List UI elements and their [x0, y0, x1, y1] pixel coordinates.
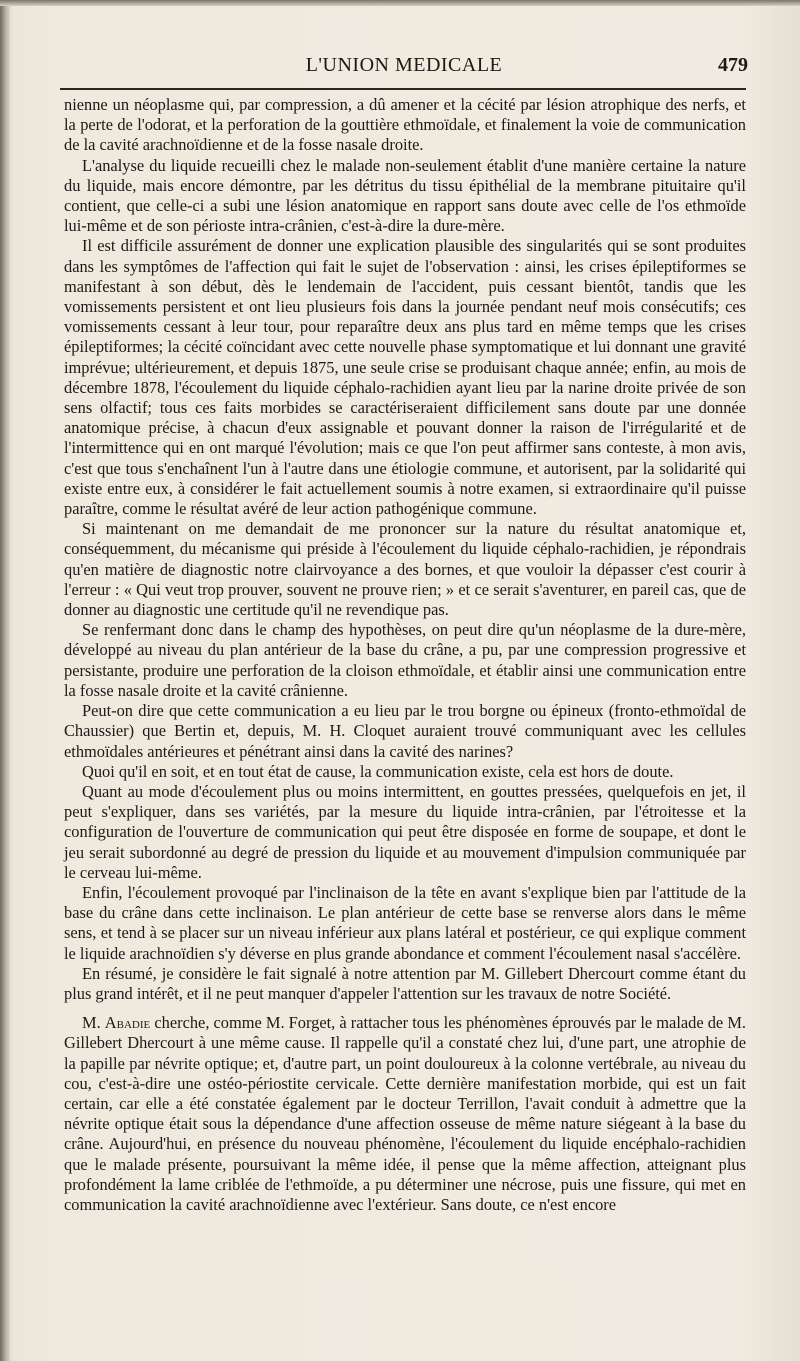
paragraph: Quant au mode d'écoulement plus ou moins intermittent, en gouttes pressées, quelquefois en jet, il peut s'expliquer, dans ses variétés, par la mesure du liquide intra-crânien, par l'étroitesse et la configuration de l'ouverture de communication qui peut être disposée en forme de soupape, et dont le jeu serait subordonné au degré de pression du liquide et au mouvement d'impulsion communiquée par le cerveau lui-même. — [64, 781, 746, 882]
paragraph: Se renfermant donc dans le champ des hypothèses, on peut dire qu'un néoplasme de la dure-mère, développé au niveau du plan antérieur de la base du crâne, a pu, par une compression progressive et persistante, produire une perforation de la cloison ethmoïdale, et établir ainsi une communication entre la fosse nasale droite et la cavité crânienne. — [64, 620, 746, 700]
abadie-paragraph — [64, 1013, 746, 1215]
paragraph: nienne un néoplasme qui, par compression, a dû amener et la cécité par lésion atrophique des nerfs, et la perte de l'odorat, et la perforation de la gouttière ethmoïdale, et finalement la voie de communication de la cavité arachnoïdienne et de la fosse nasale droite. — [64, 95, 746, 155]
page-binding-edge — [0, 0, 10, 1361]
header-rule — [60, 88, 746, 90]
speaker-prefix: M. — [82, 1013, 105, 1033]
paragraph: Si maintenant on me demandait de me prononcer sur la nature du résultat anatomique et, conséquemment, du mécanisme qui préside à l'écoulement du liquide céphalo-rachidien, je répondrais qu'en matière de diagnostic notre clairvoyance a des bornes, et que vouloir la dépasser c'est courir à l'erreur : « Qui veut trop prouver, souvent ne prouve rien; » et ce serait s'aventurer, en pareil cas, que de donner au diagnostic une certitude qu'il ne revendique pas. — [64, 519, 746, 620]
paragraph: Il est difficile assurément de donner une explication plausible des singularités qui se sont produites dans les symptômes de l'affection qui fait le sujet de l'observation : ainsi, les crises épileptiformes se manifestant à son début, dès le lendemain de l'accident, puis cessant bientôt, tandis que les vomissements persistent et ont lieu plusieurs fois dans la journée pendant neuf mois consécutifs; ces vomissements cessant à leur tour, pour reparaître deux ans plus tard en même temps que les crises épileptiformes; la cécité coïncidant avec cette nouvelle phase symptomatique et lui donnant une gravité imprévue; ultérieurement, et depuis 1875, une seule crise se produisant chaque année; enfin, au mois de décembre 1878, l'écoulement du liquide céphalo-rachidien ayant lieu par la narine droite privée de son sens olfactif; tous ces faits morbides se caractériseraient difficilement sans doute par une donnée anatomique précise, à chacun d'eux assignable et pouvant donner la raison de l'irrégularité et de l'intermittence qui en ont marqué l'évolution; mais ce que l'on peut affirmer sans conteste, à mon avis, c'est que tous s'enchaînent l'un à l'autre dans une étiologie commune, et autorisent, par la solidarité qui existe entre eux, à considérer le fait actuellement soumis à notre examen, si extraordinaire qu'il puisse paraître, comme le résultat avéré de leur action pathogénique commune. — [64, 236, 746, 519]
speaker-name: Abadie — [104, 1013, 151, 1033]
paragraph: L'analyse du liquide recueilli chez le malade non-seulement établit d'une manière certaine la nature du liquide, mais encore démontre, par les détritus du tissu épithélial de la membrane pituitaire qu'il contient, que celle-ci a subi une lésion anatomique en rapport sans doute avec celle de l'os ethmoïde lui-même et de son périoste intra-crânien, c'est-à-dire la dure-mère. — [64, 155, 746, 236]
paragraph: Peut-on dire que cette communication a eu lieu par le trou borgne ou épineux (fronto-ethmoïdal de Chaussier) que Bertin et, depuis, M. H. Cloquet auraient trouvé communiquant avec les cellules ethmoïdales antérieures et pénétrant ainsi dans la cavité des narines? — [64, 701, 746, 761]
page-number: 479 — [718, 54, 748, 76]
speaker-text: cherche, comme M. Forget, à rattacher tous les phénomènes éprouvés par le malade de M. Gillebert Dhercourt à une même cause. Il rappelle qu'il a constaté chez lui, d'une part, une atrophie de la papille par névrite optique; et, d'autre part, un point douloureux à la colonne vertébrale, au niveau du cou, c'est-à-dire une ostéo-périostite cervicale. Cette dernière manifestation morbide, qui est un fait certain, car elle a été constatée également par le docteur Terrillon, l'avait conduit à admettre que la névrite optique était sous la dépendance d'une affection osseuse de même nature siégeant à la base du crâne. Aujourd'hui, en présence du nouveau phénomène, l'écoulement du liquide encéphalo-rachidien que le malade présente, poursuivant la même idée, il pense que la même affection, atteignant plus profondément la lame criblée de l'ethmoïde, a pu déterminer une nécrose, puis une fissure, qui met en communication la cavité arachnoïdienne avec l'extérieur. Sans doute, ce n'est encore — [64, 1013, 746, 1214]
page-top-edge — [0, 0, 800, 6]
running-header — [64, 50, 748, 82]
paragraph: Enfin, l'écoulement provoqué par l'inclinaison de la tête en avant s'explique bien par l'attitude de la base du crâne dans cette inclinaison. Le plan antérieur de cette base se renverse alors dans le même sens, et tend à se placer sur un niveau inférieur aux plans latéral et postérieur, ce qui explique comment le liquide arachnoïdien s'y déverse en plus grande abondance et comment l'écoulement nasal s'accélère. — [64, 882, 746, 963]
article-body — [64, 95, 746, 1215]
paragraph: En résumé, je considère le fait signalé à notre attention par M. Gillebert Dhercourt comme étant du plus grand intérêt, et il ne peut manquer d'appeler l'attention sur les travaux de notre Société. — [64, 963, 746, 1003]
journal-title: L'UNION MEDICALE — [305, 54, 503, 76]
paragraph: Quoi qu'il en soit, et en tout état de cause, la communication existe, cela est hors de doute. — [82, 761, 674, 781]
